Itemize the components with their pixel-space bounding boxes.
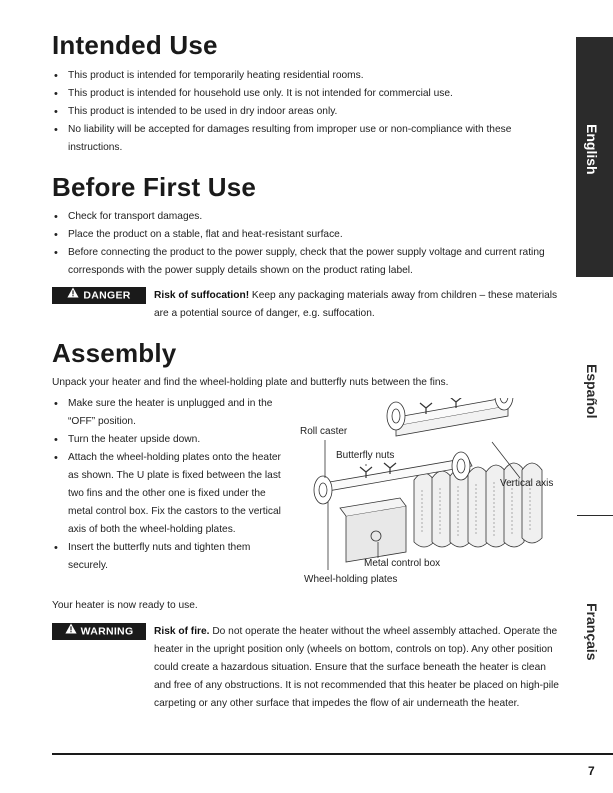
list-item: • This product is intended to be used in dry indoor areas only. — [52, 103, 552, 121]
list-item: • Insert the butterfly nuts and tighten them securely. — [52, 539, 288, 575]
list-item: • This product is intended for temporarily heating residential rooms. — [52, 67, 552, 85]
list-item: • Before connecting the product to the power supply, check that the power supply voltage and current rating corresponds with the power supply details shown on the product rating label. — [52, 244, 552, 280]
label-butterfly-nuts: Butterfly nuts — [336, 450, 395, 461]
heater-fins — [414, 463, 542, 547]
warning-body: Do not operate the heater without the wheel assembly attached. Operate the heater in the upright position only (wheels on bottom, controls on top). Any other position could create a hazardous situation. Ensure that the surface beneath the heater is clean and free of any obstructions. It is not recommended that this heater be placed on high-pile carpeting or any other surface that impedes the flow of air underneath the heater. — [154, 626, 559, 709]
list-item: • Attach the wheel-holding plates onto the heater as shown. The U plate is fixed between the last two fins and the other one is fixed under the metal control box. Fix the castors to the vertical axis of both the wheel-holding plates. — [52, 449, 288, 539]
warning-triangle-icon — [67, 287, 79, 304]
list-item: • Turn the heater upside down. — [52, 431, 288, 449]
footer-divider — [52, 753, 613, 755]
language-tab-francais[interactable]: Français — [584, 603, 600, 661]
warning-notice — [154, 623, 562, 713]
warning-triangle-icon — [65, 623, 77, 640]
label-vertical-axis: Vertical axis — [500, 478, 554, 489]
label-roll-caster: Roll caster — [300, 426, 348, 437]
intended-use-list — [52, 67, 552, 157]
danger-notice — [154, 287, 562, 323]
label-metal-control-box: Metal control box — [364, 558, 441, 569]
tab-divider — [577, 515, 613, 516]
heading-intended-use: Intended Use — [52, 30, 218, 60]
list-item: • Place the product on a stable, flat and heat-resistant surface. — [52, 226, 552, 244]
danger-badge — [52, 287, 146, 304]
before-first-use-list — [52, 208, 552, 280]
warning-badge — [52, 623, 146, 640]
danger-body: Keep any packaging materials away from children – these materials are a potential source of danger, e.g. suffocation. — [154, 290, 558, 319]
list-item: • No liability will be accepted for damages resulting from improper use or non-compliance with these instructions. — [52, 121, 552, 157]
assembly-ready-text: Your heater is now ready to use. — [52, 600, 198, 611]
list-item: • Check for transport damages. — [52, 208, 552, 226]
assembly-intro: Unpack your heater and find the wheel-holding plate and butterfly nuts between the fins. — [52, 377, 449, 388]
warning-lead: Risk of fire. — [154, 626, 210, 637]
danger-badge-label: DANGER — [83, 289, 131, 302]
language-tab-english[interactable]: English — [584, 124, 600, 175]
list-item: • This product is intended for household use only. It is not intended for commercial use. — [52, 85, 552, 103]
label-wheel-holding-plates: Wheel-holding plates — [304, 574, 398, 585]
page-number: 7 — [588, 764, 595, 778]
language-tab-espanol[interactable]: Español — [584, 364, 600, 419]
wheel-assembly-illustration — [296, 398, 564, 596]
list-item: • Make sure the heater is unplugged and in the “OFF” position. — [52, 395, 288, 431]
danger-lead: Risk of suffocation! — [154, 290, 250, 301]
heading-assembly: Assembly — [52, 338, 177, 368]
heading-before-first-use: Before First Use — [52, 172, 257, 202]
assembly-steps-list — [52, 395, 288, 575]
warning-badge-label: WARNING — [80, 625, 134, 638]
